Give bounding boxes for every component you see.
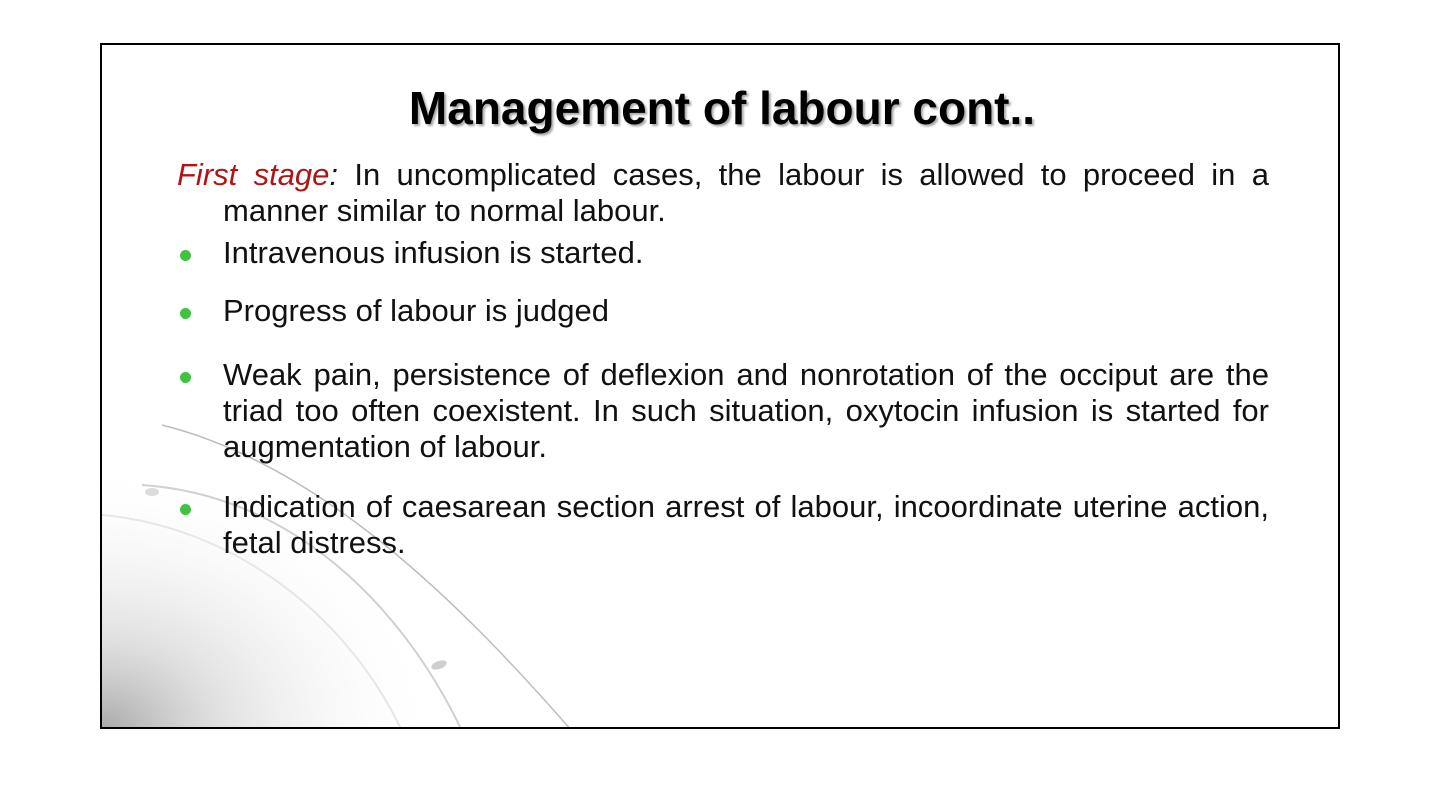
- slide-content: [177, 157, 1269, 561]
- intro-paragraph: [177, 157, 1269, 229]
- slide: [100, 43, 1340, 729]
- bullet-text: Intravenous infusion is started.: [223, 235, 644, 270]
- bullet-text: Progress of labour is judged: [223, 293, 610, 328]
- list-item: [177, 235, 1269, 271]
- bullet-dot-icon: [180, 504, 191, 515]
- bullet-dot-icon: [180, 250, 191, 261]
- swirl-bead-1: [145, 488, 159, 496]
- list-item: [177, 489, 1269, 561]
- intro-colon: :: [329, 157, 339, 192]
- bullet-dot-icon: [180, 372, 191, 383]
- intro-text: In uncomplicated cases, the labour is allowed to proceed in a manner similar to normal labour.: [223, 157, 1269, 228]
- list-item: [177, 357, 1269, 465]
- bullet-text: Indication of caesarean section arrest of labour, incoordinate uterine action, fetal distress.: [223, 489, 1269, 560]
- bullet-text: Weak pain, persistence of deflexion and nonrotation of the occiput are the triad too often coexistent. In such situation, oxytocin infusion is started for augmentation of labour.: [223, 357, 1269, 464]
- slide-title: Management of labour cont..: [408, 82, 1036, 134]
- bullet-dot-icon: [180, 308, 191, 319]
- bullet-list: [177, 235, 1269, 561]
- intro-label: First stage: [177, 157, 330, 192]
- list-item: [177, 293, 1269, 329]
